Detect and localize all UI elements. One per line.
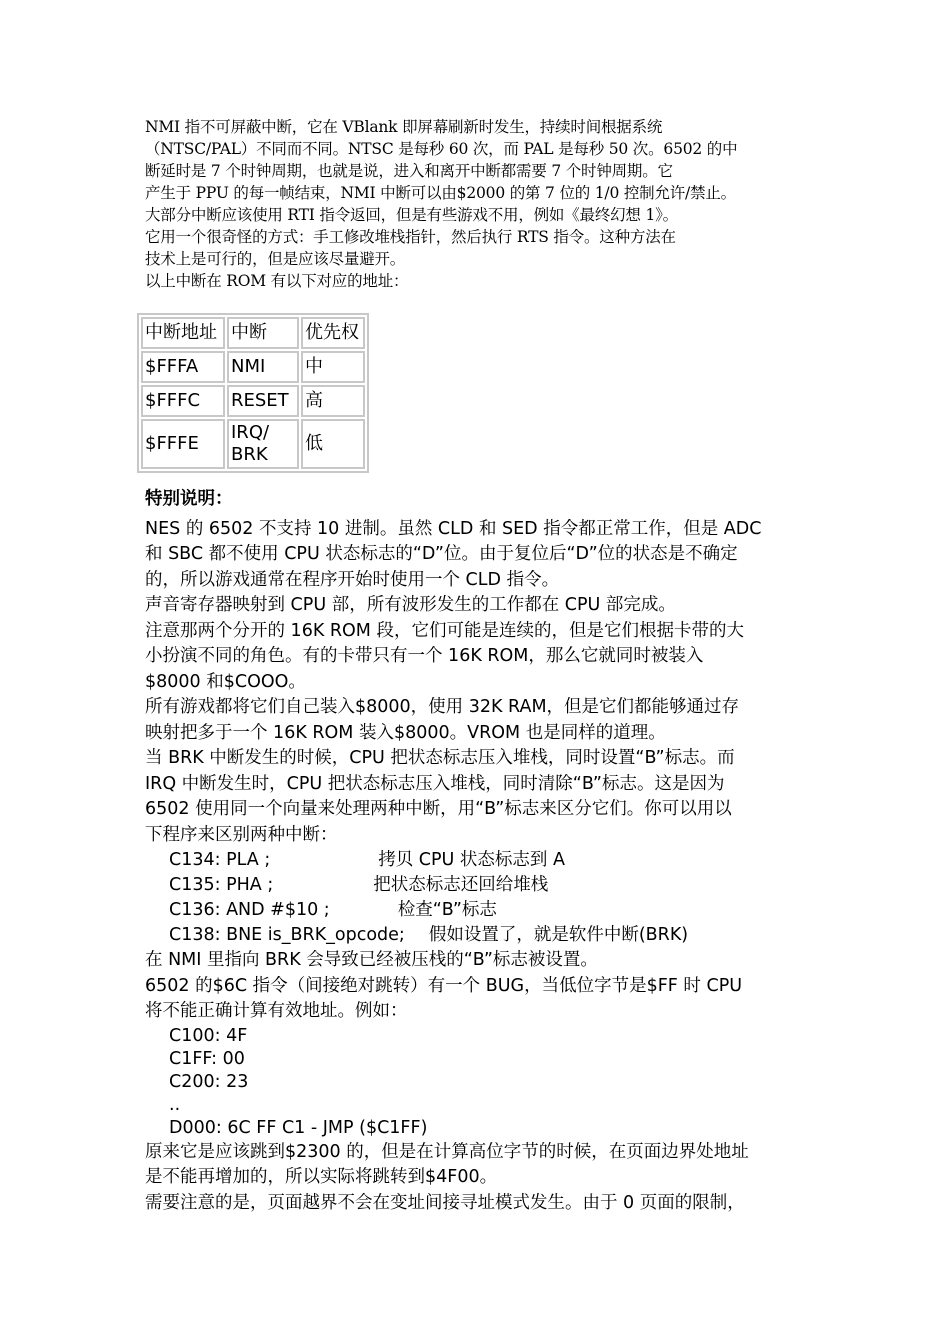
code-comment: 假如设置了，就是软件中断(BRK) xyxy=(428,925,689,945)
notes-line: 是不能再增加的，所以实际将跳转到$4F00。 xyxy=(145,1167,498,1187)
memory-line: D000: 6C FF C1 - JMP ($C1FF) xyxy=(169,1117,428,1138)
notes-line: 需要注意的是，页面越界不会在变址间接寻址模式发生。由于 0 页面的限制， xyxy=(145,1192,745,1213)
memory-line: C200: 23 xyxy=(169,1071,249,1092)
cell-interrupt: IRQ/ BRK xyxy=(227,419,299,469)
interrupt-address-table xyxy=(137,313,369,473)
intro-line: 它用一个很奇怪的方式：手工修改堆栈指针，然后执行 RTS 指令。这种方法在 xyxy=(145,228,676,246)
intro-paragraph xyxy=(145,116,835,292)
code-instruction: C134: PLA ; xyxy=(169,850,271,870)
notes-line: 映射把多于一个 16K ROM 装入$8000。VROM 也是同样的道理。 xyxy=(145,722,666,743)
notes-line: 将不能正确计算有效地址。例如： xyxy=(145,1001,408,1021)
notes-line: 下程序来区别两种中断： xyxy=(145,824,338,845)
code-comment: 拷贝 CPU 状态标志到 A xyxy=(378,850,565,870)
code-line xyxy=(145,923,835,948)
intro-line: （NTSC/PAL）不同而不同。NTSC 是每秒 60 次，而 PAL 是每秒 50 次。6502 的中 xyxy=(145,140,738,158)
notes-line: 原来它是应该跳到$2300 的，但是在计算高位字节的时候，在页面边界处地址 xyxy=(145,1141,749,1162)
notes-line: 小扮演不同的角色。有的卡带只有一个 16K ROM，那么它就同时被装入 xyxy=(145,646,704,666)
notes-line: 6502 的$6C 指令（间接绝对跳转）有一个 BUG，当低位字节是$FF 时 CPU xyxy=(145,975,743,996)
table-row xyxy=(141,385,365,417)
notes-line: 注意那两个分开的 16K ROM 段，它们可能是连续的，但是它们根据卡带的大 xyxy=(145,620,744,641)
code-line xyxy=(145,898,835,923)
code-instruction: C136: AND #$10 ; xyxy=(169,900,330,920)
header-priority: 优先权 xyxy=(301,317,365,349)
cell-interrupt: NMI xyxy=(227,351,299,383)
code-line xyxy=(145,848,835,873)
cell-address: $FFFA xyxy=(141,351,225,383)
intro-line: 以上中断在 ROM 有以下对应的地址： xyxy=(145,272,409,290)
cell-address: $FFFE xyxy=(141,419,225,469)
header-address: 中断地址 xyxy=(141,317,225,349)
notes-line: 6502 使用同一个向量来处理两种中断，用“B”标志来区分它们。你可以用以 xyxy=(145,799,732,819)
table-header-row xyxy=(141,317,365,349)
notes-line: $8000 和$COOO。 xyxy=(145,671,306,692)
cell-address: $FFFC xyxy=(141,385,225,417)
intro-line: 产生于 PPU 的每一帧结束，NMI 中断可以由$2000 的第 7 位的 1/0 控制允许/禁止。 xyxy=(145,184,736,202)
code-instruction: C138: BNE is_BRK_opcode; xyxy=(169,925,405,945)
code-line xyxy=(145,873,835,898)
memory-line: C1FF: 00 xyxy=(169,1048,245,1069)
notes-line: 所有游戏都将它们自己装入$8000，使用 32K RAM，但是它们都能够通过存 xyxy=(145,697,740,717)
code-comment: 把状态标志还回给堆栈 xyxy=(373,875,549,895)
cell-priority: 低 xyxy=(301,419,365,469)
memory-line: .. xyxy=(169,1094,181,1115)
table-row xyxy=(141,351,365,383)
cell-interrupt: RESET xyxy=(227,385,299,417)
code-comment: 检查“B”标志 xyxy=(397,900,497,920)
notes-line: 当 BRK 中断发生的时候，CPU 把状态标志压入堆栈，同时设置“B”标志。而 xyxy=(145,748,735,768)
notes-line: IRQ 中断发生时，CPU 把状态标志压入堆栈，同时清除“B”标志。这是因为 xyxy=(145,773,725,794)
notes-line: NES 的 6502 不支持 10 进制。虽然 CLD 和 SED 指令都正常工作，但是 ADC xyxy=(145,518,762,539)
header-interrupt: 中断 xyxy=(227,317,299,349)
code-instruction: C135: PHA ; xyxy=(169,875,274,895)
special-notes-section xyxy=(145,487,835,1216)
intro-line: NMI 指不可屏蔽中断，它在 VBlank 即屏幕刷新时发生，持续时间根据系统 xyxy=(145,118,663,136)
cell-priority: 高 xyxy=(301,385,365,417)
intro-line: 大部分中断应该使用 RTI 指令返回，但是有些游戏不用，例如《最终幻想 1》。 xyxy=(145,206,678,224)
notes-title: 特别说明： xyxy=(145,489,233,509)
table-row xyxy=(141,419,365,469)
notes-line: 声音寄存器映射到 CPU 部，所有波形发生的工作都在 CPU 部完成。 xyxy=(145,595,676,615)
intro-line: 断延时是 7 个时钟周期，也就是说，进入和离开中断都需要 7 个时钟周期。它 xyxy=(145,162,673,180)
cell-priority: 中 xyxy=(301,351,365,383)
memory-line: C100: 4F xyxy=(169,1025,248,1046)
intro-line: 技术上是可行的，但是应该尽量避开。 xyxy=(145,250,406,268)
notes-line: 在 NMI 里指向 BRK 会导致已经被压栈的“B”标志被设置。 xyxy=(145,950,598,970)
notes-line: 的，所以游戏通常在程序开始时使用一个 CLD 指令。 xyxy=(145,569,560,590)
notes-line: 和 SBC 都不使用 CPU 状态标志的“D”位。由于复位后“D”位的状态是不确定 xyxy=(145,544,738,564)
